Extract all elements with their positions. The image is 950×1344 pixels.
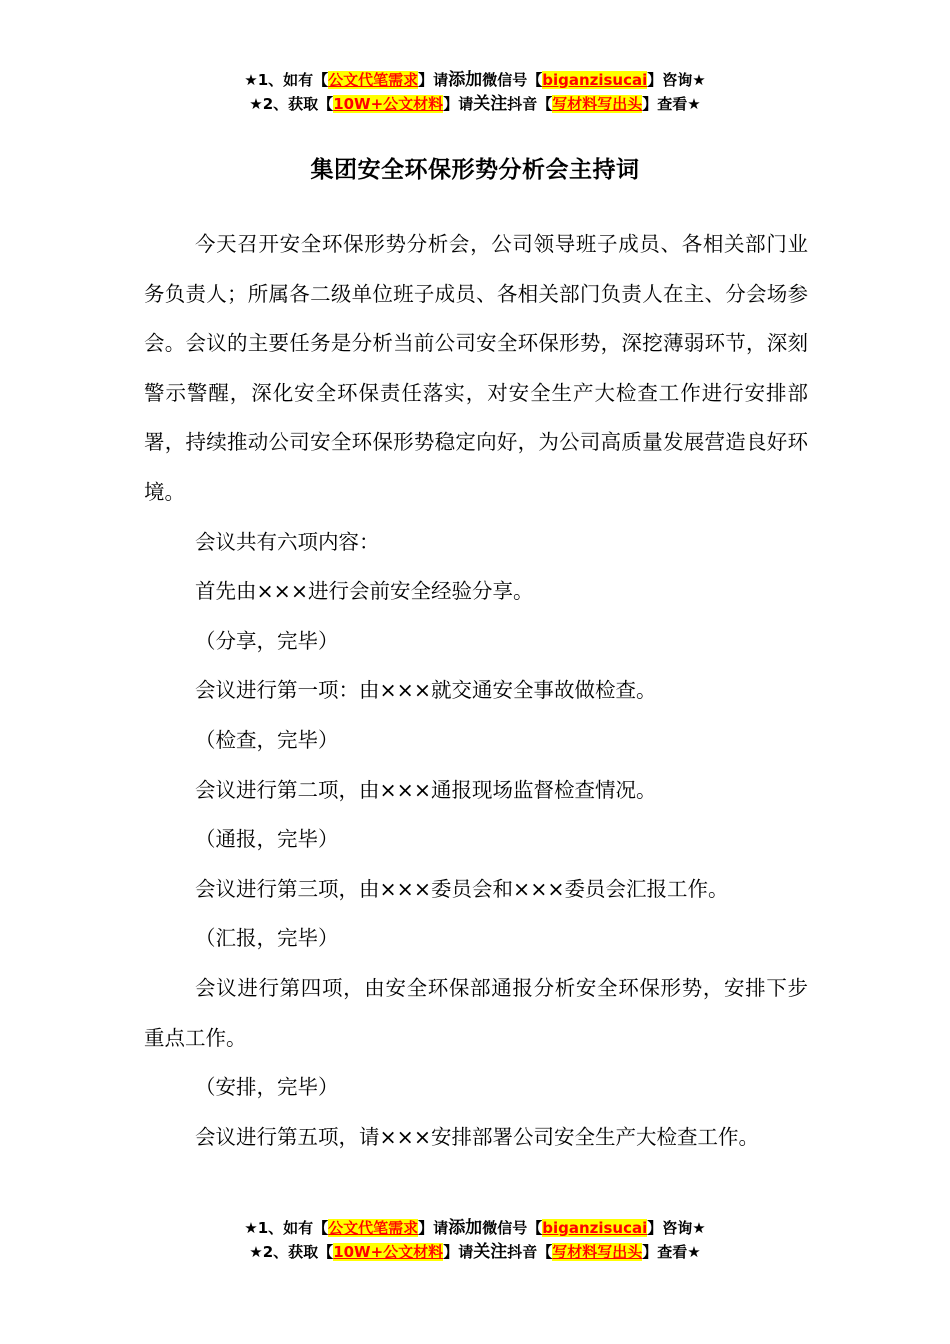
- banner-text: 1、如有【: [257, 1219, 329, 1237]
- highlight-materials: 10W+公文材料: [333, 95, 444, 113]
- highlight-materials: 10W+公文材料: [333, 1243, 444, 1261]
- banner-emphasis: 添加: [448, 70, 483, 90]
- banner-emphasis: 关注: [473, 94, 508, 114]
- banner-line-2: [0, 92, 950, 116]
- banner-text: 】咨询: [647, 71, 693, 89]
- paragraph-note: （分享，完毕）: [195, 628, 339, 653]
- footer-banner: [0, 1216, 950, 1264]
- star-icon: ★: [687, 1243, 701, 1261]
- star-icon: ★: [692, 1219, 706, 1237]
- highlight-douyin-account: 写材料写出头: [552, 95, 643, 113]
- paragraph-item: 会议进行第五项，请×××安排部署公司安全生产大检查工作。: [195, 1124, 760, 1149]
- paragraph-item: 会议进行第二项，由×××通报现场监督检查情况。: [195, 777, 657, 802]
- banner-line-1: [0, 1216, 950, 1240]
- banner-text: 】请: [443, 95, 474, 113]
- document-title: 集团安全环保形势分析会主持词: [310, 157, 640, 183]
- star-icon: ★: [692, 71, 706, 89]
- paragraph-item: 会议进行第四项，由安全环保部通报分析安全环保形势，安排下步重点工作。: [144, 975, 808, 1050]
- star-icon: ★: [249, 1243, 263, 1261]
- banner-text: 2、获取【: [262, 1243, 334, 1261]
- banner-text: 抖音【: [507, 1243, 553, 1261]
- highlight-wechat-id: biganzisucai: [542, 1219, 648, 1237]
- banner-text: 1、如有【: [257, 71, 329, 89]
- banner-text: 抖音【: [507, 95, 553, 113]
- star-icon: ★: [244, 71, 258, 89]
- document-body: [144, 220, 808, 1162]
- banner-text: 】请: [418, 1219, 449, 1237]
- banner-text: 】咨询: [647, 1219, 693, 1237]
- banner-emphasis: 关注: [473, 1242, 508, 1262]
- paragraph-intro: 今天召开安全环保形势分析会，公司领导班子成员、各相关部门业务负责人；所属各二级单位班子成员、各相关部门负责人在主、分会场参会。会议的主要任务是分析当前公司安全环保形势，深挖薄弱环节，深刻警示警醒，深化安全环保责任落实，对安全生产大检查工作进行安排部署，持续推动公司安全环保形势稳定向好，为公司高质量发展营造良好环境。: [144, 232, 808, 504]
- banner-text: 】请: [443, 1243, 474, 1261]
- star-icon: ★: [244, 1219, 258, 1237]
- highlight-service: 公文代笔需求: [328, 1219, 419, 1237]
- banner-line-1: [0, 68, 950, 92]
- paragraph-agenda-count: 会议共有六项内容：: [195, 529, 380, 554]
- highlight-service: 公文代笔需求: [328, 71, 419, 89]
- banner-text: 微信号【: [482, 1219, 543, 1237]
- highlight-douyin-account: 写材料写出头: [552, 1243, 643, 1261]
- header-banner: [0, 68, 950, 116]
- paragraph-note: （检查，完毕）: [195, 727, 339, 752]
- paragraph-item: 首先由×××进行会前安全经验分享。: [195, 579, 534, 604]
- paragraph-note: （通报，完毕）: [195, 827, 339, 852]
- star-icon: ★: [687, 95, 701, 113]
- paragraph-item: 会议进行第三项，由×××委员会和×××委员会汇报工作。: [195, 876, 729, 901]
- banner-text: 】查看: [642, 1243, 688, 1261]
- banner-emphasis: 添加: [448, 1218, 483, 1238]
- paragraph-note: （安排，完毕）: [195, 1075, 339, 1100]
- banner-line-2: [0, 1240, 950, 1264]
- banner-text: 微信号【: [482, 71, 543, 89]
- banner-text: 】查看: [642, 95, 688, 113]
- banner-text: 2、获取【: [262, 95, 334, 113]
- paragraph-item: 会议进行第一项：由×××就交通安全事故做检查。: [195, 678, 657, 703]
- paragraph-note: （汇报，完毕）: [195, 926, 339, 951]
- banner-text: 】请: [418, 71, 449, 89]
- highlight-wechat-id: biganzisucai: [542, 71, 648, 89]
- star-icon: ★: [249, 95, 263, 113]
